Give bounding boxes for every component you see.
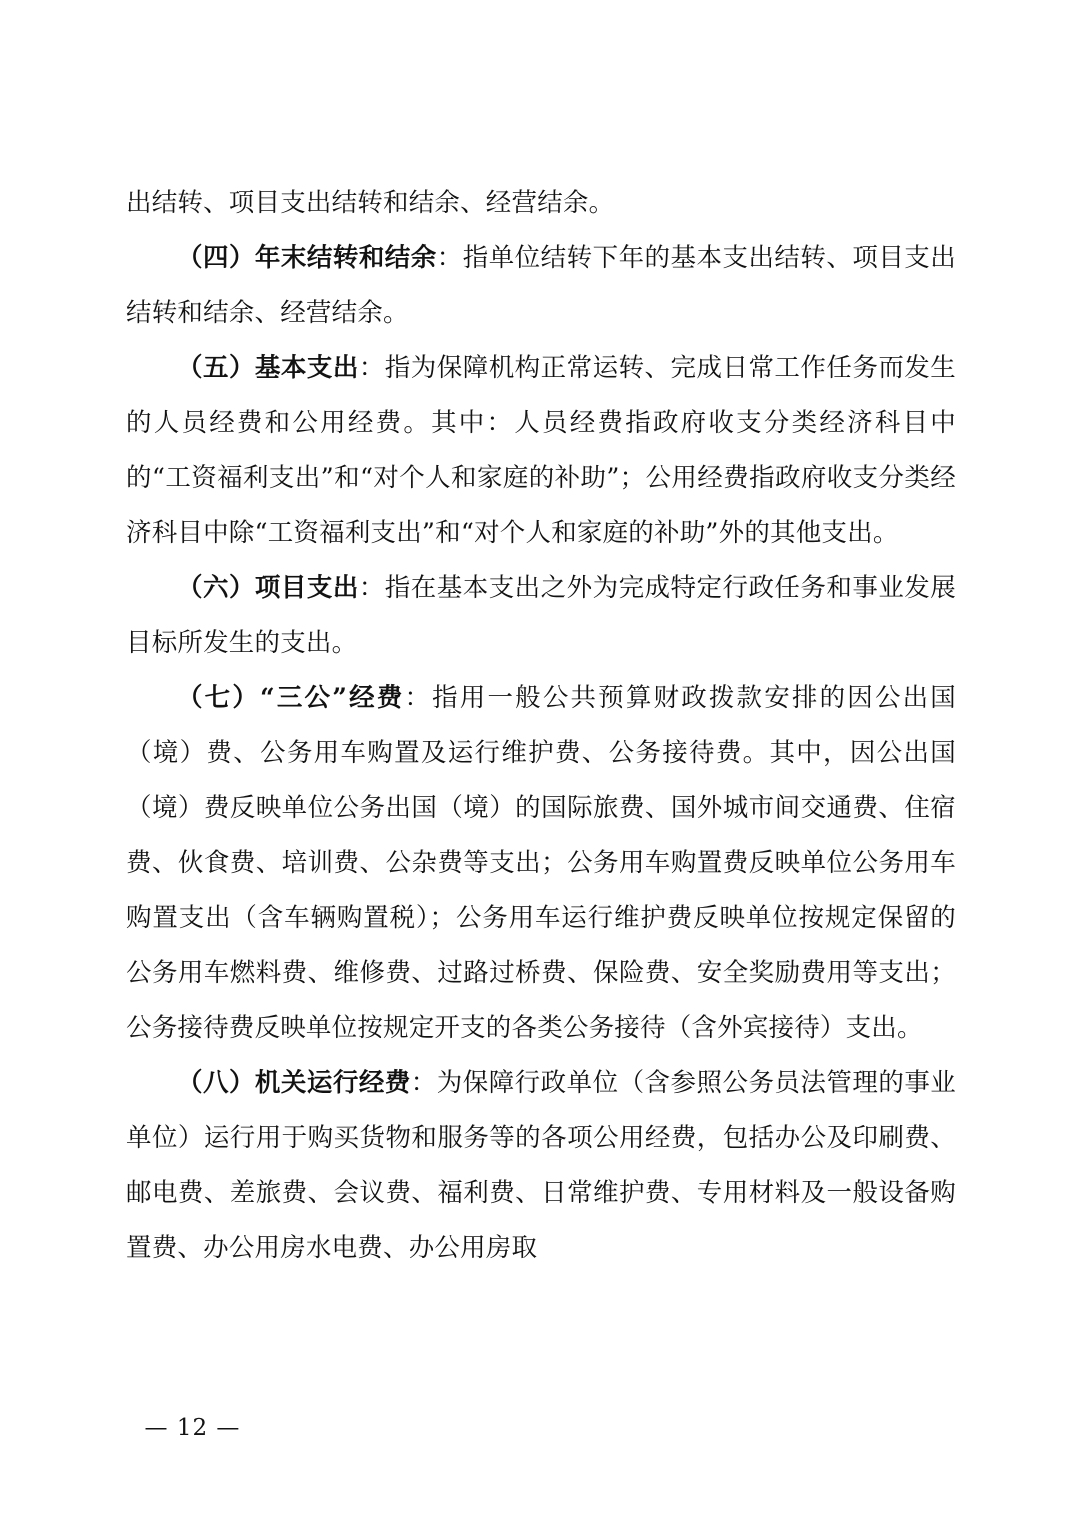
page-footer xyxy=(0,1415,1075,1441)
paragraph-lead: （六）项目支出 xyxy=(177,573,359,603)
paragraph-text: ：指单位结转下年的基本支出结转、项目支出结转和结余、经营结余。 xyxy=(126,243,956,328)
page-number: — 12 — xyxy=(144,1415,241,1441)
paragraph-item-5 xyxy=(126,341,956,561)
paragraph-text: ：指在基本支出之外为完成特定行政任务和事业发展目标所发生的支出。 xyxy=(126,573,956,658)
paragraph-item-7 xyxy=(126,671,956,1056)
paragraph-item-4 xyxy=(126,231,956,341)
paragraph-continuation xyxy=(126,176,956,231)
paragraph-text: ：为保障行政单位（含参照公务员法管理的事业单位）运行用于购买货物和服务等的各项公用经费，包括办公及印刷费、邮电费、差旅费、会议费、福利费、日常维护费、专用材料及一般设备购置费、办公用房水电费、办公用房取 xyxy=(126,1068,956,1263)
paragraph-lead: （八）机关运行经费 xyxy=(177,1068,411,1098)
paragraph-item-8 xyxy=(126,1056,956,1276)
paragraph-lead: （五）基本支出 xyxy=(177,353,359,383)
paragraph-item-6 xyxy=(126,561,956,671)
document-body xyxy=(126,176,956,1276)
paragraph-lead: （四）年末结转和结余 xyxy=(177,243,437,273)
paragraph-lead: （七）“三公”经费 xyxy=(177,683,405,713)
paragraph-text: ：指用一般公共预算财政拨款安排的因公出国（境）费、公务用车购置及运行维护费、公务接待费。其中，因公出国（境）费反映单位公务出国（境）的国际旅费、国外城市间交通费、住宿费、伙食费、培训费、公杂费等支出；公务用车购置费反映单位公务用车购置支出（含车辆购置税）；公务用车运行维护费反映单位按规定保留的公务用车燃料费、维修费、过路过桥费、保险费、安全奖励费用等支出；公务接待费反映单位按规定开支的各类公务接待（含外宾接待）支出。 xyxy=(126,683,956,1043)
paragraph-text: 出结转、项目支出结转和结余、经营结余。 xyxy=(126,188,615,218)
paragraph-text: ：指为保障机构正常运转、完成日常工作任务而发生的人员经费和公用经费。其中：人员经费指政府收支分类经济科目中的“工资福利支出”和“对个人和家庭的补助”；公用经费指政府收支分类经济科目中除“工资福利支出”和“对个人和家庭的补助”外的其他支出。 xyxy=(126,353,956,548)
